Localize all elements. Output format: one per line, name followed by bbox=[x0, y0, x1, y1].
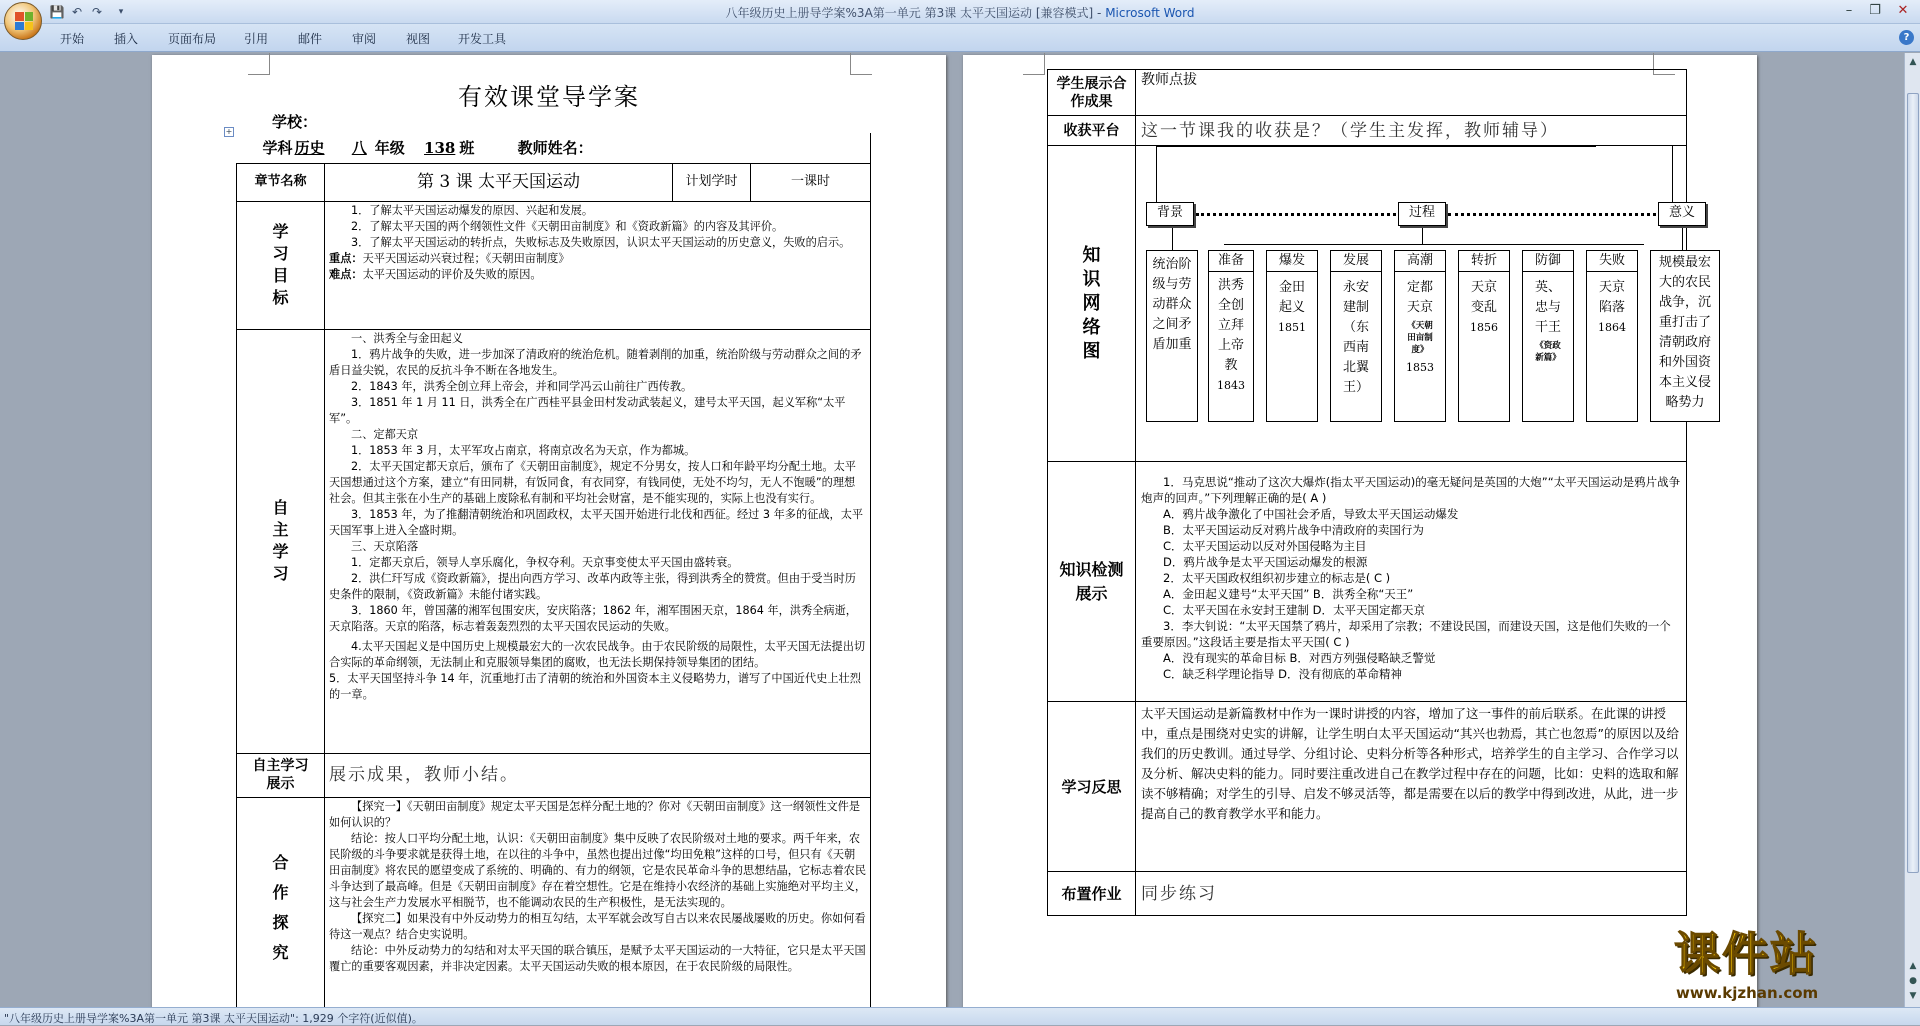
student-show-label: 学生展示合作成果 bbox=[1048, 70, 1136, 116]
stage-development: 发展 永安建制（东西南北翼王） bbox=[1330, 250, 1382, 422]
plan-hours-label: 计划学时 bbox=[673, 163, 751, 201]
stage-outbreak: 爆发 金田起义 1851 bbox=[1266, 250, 1318, 422]
reflect-label: 学习反思 bbox=[1048, 702, 1136, 872]
connector-line bbox=[1682, 228, 1683, 250]
connector-line bbox=[1172, 228, 1173, 250]
harvest-label: 收获平台 bbox=[1048, 116, 1136, 146]
office-logo-icon bbox=[15, 12, 33, 30]
redo-icon[interactable]: ↷ bbox=[91, 5, 103, 19]
restore-icon[interactable]: ❐ bbox=[1869, 3, 1881, 18]
header-row: 学科 历史 八 年级 138 班 教师姓名： bbox=[237, 133, 871, 163]
stage-failure: 失败 天京陷落 1864 bbox=[1586, 250, 1638, 422]
select-browse-object-icon[interactable]: ● bbox=[1909, 976, 1917, 986]
table-move-handle-icon[interactable]: + bbox=[225, 127, 233, 136]
lesson-plan-table bbox=[236, 133, 871, 1007]
tab-page-layout[interactable]: 页面布局 bbox=[168, 32, 217, 46]
knowledge-network bbox=[1136, 146, 1711, 462]
chapter-value: 第 3 课 太平天国运动 bbox=[325, 163, 673, 201]
tab-insert[interactable]: 插入 bbox=[114, 32, 139, 46]
connector-line bbox=[1224, 244, 1644, 245]
crop-mark bbox=[248, 53, 270, 75]
vertical-scrollbar[interactable] bbox=[1904, 53, 1920, 1007]
customize-qat-icon[interactable]: ▾ bbox=[118, 7, 124, 17]
scroll-thumb[interactable] bbox=[1907, 93, 1919, 873]
homework-label: 布置作业 bbox=[1048, 872, 1136, 916]
status-bar bbox=[0, 1007, 1920, 1025]
lesson-plan-table-continued bbox=[1047, 69, 1711, 916]
prev-page-icon[interactable]: ▲ bbox=[1909, 961, 1917, 971]
stage-background: 统治阶级与劳动群众之间矛盾加重 bbox=[1146, 250, 1198, 422]
goals-label: 学习目标 bbox=[237, 201, 325, 329]
title-bar bbox=[0, 0, 1920, 24]
stage-significance: 规模最宏大的农民战争，沉重打击了清朝政府和外国资本主义侵略势力 bbox=[1650, 250, 1720, 422]
reflect-content: 太平天国运动是新篇教材中作为一课时讲授的内容，增加了这一事件的前后联系。在此课的讲授中，重点是围绕对史实的讲解，让学生明白太平天国运动“其兴也勃焉，其亡也忽焉”的原因以及给我们的历史教训。通过导学、分组讨论、史料分析等各种形式，培养学生的自主学习、合作学习以及分析、解决史料的能力。同时要注重改进自己在教学过程中存在的问题，比如：史料的选取和解读不够精确；对学生的引导、启发不够灵活等，都是需要在以后的教学中得到改进，从此，进一步提高自己的教育教学水平和能力。 bbox=[1136, 702, 1687, 872]
undo-icon[interactable]: ↶ bbox=[71, 5, 83, 19]
tab-developer[interactable]: 开发工具 bbox=[458, 32, 507, 46]
stage-climax: 高潮 定都天京 《天朝田亩制度》 1853 bbox=[1394, 250, 1446, 422]
page-2 bbox=[963, 55, 1757, 1007]
office-button[interactable] bbox=[4, 2, 42, 40]
watermark-logo bbox=[1668, 928, 1908, 1008]
save-icon[interactable]: 💾 bbox=[49, 5, 65, 19]
ribbon-tabs bbox=[0, 24, 1920, 52]
chapter-label: 章节名称 bbox=[237, 163, 325, 201]
connector-line bbox=[1422, 228, 1423, 244]
close-icon[interactable]: ✕ bbox=[1897, 3, 1909, 18]
window-title: 八年级历史上册导学案%3A第一单元 第3课 太平天国运动 [兼容模式] - Microsoft Word bbox=[725, 6, 1195, 20]
school-label: 学校： bbox=[272, 113, 318, 131]
goals-content: 1．了解太平天国运动爆发的原因、兴起和发展。 2．了解太平天国的两个纲领性文件《天朝田亩制度》和《资政新篇》的内容及其评价。 3．了解太平天国运动的转折点，失败标志及失败原因，认识太平天国运动的历史意义，失败的启示。 重点：天平天国运动兴衰过程；《天朝田亩制度》 难点：太平天国运动的评价及失败的原因。 bbox=[325, 201, 871, 329]
network-label: 知识网络图 bbox=[1048, 146, 1136, 462]
crop-mark bbox=[850, 53, 872, 75]
page-1 bbox=[152, 55, 946, 1007]
test-content: 1．马克思说“推动了这次大爆炸(指太平天国运动)的毫无疑问是英国的大炮”“太平天国运动是鸦片战争炮声的回声。”下列理解正确的是( A ) A．鸦片战争激化了中国社会矛盾，导致太平天国运动爆发 B．太平天国运动反对鸦片战争中清政府的卖国行为 C．太平天国运动以反对外国侵略为主目 D．鸦片战争是太平天国运动爆发的根源 2．太平天国政权组织初步建立的标志是( C ) A．金田起义建号“太平天国” B．洪秀全称“天王” C．太平天国在永安封王建制 D．太平天国定都天京 3．李大钊说：“太平天国禁了鸦片，却采用了宗教；不建设民国，而建设天国，这是他们失败的一个重要原因。”这段话主要是指太平天国( C ) A．没有现实的革命目标 B．对西方列强侵略缺乏警觉 C．缺乏科学理论指导 D．没有彻底的革命精神 bbox=[1136, 462, 1687, 702]
network-head-significance: 意义 bbox=[1658, 202, 1706, 226]
crop-mark bbox=[1023, 53, 1045, 75]
help-icon[interactable]: ? bbox=[1899, 30, 1914, 45]
test-label: 知识检测展示 bbox=[1048, 462, 1136, 702]
self-study-label: 自主学习 bbox=[237, 329, 325, 753]
tab-references[interactable]: 引用 bbox=[244, 32, 269, 46]
stage-defense: 防御 英、忠与干王 《资政新篇》 bbox=[1522, 250, 1574, 422]
self-study-content: 一、洪秀全与金田起义 1．鸦片战争的失败，进一步加深了清政府的统治危机。随着剥削的加重，统治阶级与劳动群众之间的矛盾日益尖锐，农民的反抗斗争不断在各地发生。 2．1843 年，洪秀全创立拜上帝会，并和同学冯云山前往广西传教。 3．1851 年 1 月 11 日，洪秀全在广西桂平县金田村发动武装起义，建号太平天国，起义军称“太平军”。 二、定都天京 1．1853 年 3 月，太平军攻占南京，将南京改名为天京，作为都城。 2．太平天国定都天京后，颁布了《天朝田亩制度》，规定不分男女，按人口和年龄平均分配土地。太平天国想通过这个方案，建立“有田同耕，有饭同食，有衣同穿，有钱同使，无处不均匀，无人不饱暖”的理想社会。但其主张在小生产的基础上废除私有制和平均社会财富，是不能实现的，实际上也没有实行。 3．1853 年，为了推翻清朝统治和巩固政权，太平天国开始进行北伐和西征。经过 3 年多的征战，太平天国军事上进入全盛时期。 三、天京陷落 1．定都天京后，领导人享乐腐化，争权夺利。天京事变使太平天国由盛转衰。 2．洪仁玕写成《资政新篇》，提出向西方学习、改革内政等主张，得到洪秀全的赞赏。但由于受当时历史条件的限制，《资政新篇》未能付诸实践。 3．1860 年，曾国藩的湘军包围安庆，安庆陷落；1862 年，湘军围困天京，1864 年，洪秀全病逝，天京陷落。天京的陷落，标志着轰轰烈烈的太平天国农民运动的失败。 4.太平天国起义是中国历史上规模最宏大的一次农民战争。由于农民阶级的局限性，太平天国无法提出切合实际的革命纲领，无法制止和克服领导集团的腐败，也无法长期保持领导集团的团结。 5．太平天国坚持斗争 14 年，沉重地打击了清朝的统治和外国资本主义侵略势力，谱写了中国近代史上壮烈的一章。 bbox=[325, 329, 871, 753]
homework-value: 同步练习 bbox=[1136, 872, 1687, 916]
harvest-value: 这一节课我的收获是？（学生主发挥，教师辅导） bbox=[1136, 116, 1687, 146]
coop-content: 【探究一】《天朝田亩制度》规定太平天国是怎样分配土地的？你对《天朝田亩制度》这一纲领性文件是如何认识的？ 结论：按人口平均分配土地，认识：《天朝田亩制度》集中反映了农民阶级对土地的要求。两千年来，农民阶级的斗争要求就是获得土地，在以往的斗争中，虽然也提出过像“均田免粮”这样的口号，但只有《天朝田亩制度》将农民的愿望变成了系统的、明确的、有力的纲领，它是农民革命斗争的思想结晶，它标志着农民斗争达到了最高峰。但是《天朝田亩制度》存在着空想性。它是在维持小农经济的基础上实施绝对平均主义，这与社会生产力发展水平相脱节，也不能调动农民的生产积极性，是无法实现的。 【探究二】如果没有中外反动势力的相互勾结，太平军就会改写自古以来农民屡战屡败的历史。你如何看待这一观点？结合史实说明。 结论：中外反动势力的勾结和对太平天国的联合镇压，是赋予太平天国运动的一大特征，它只是太平天国覆亡的重要客观因素，并非决定因素。太平天国运动失败的根本原因，在于农民阶级的局限性。 bbox=[325, 797, 871, 1007]
network-diagram bbox=[1136, 146, 1711, 460]
connector-line bbox=[1156, 146, 1157, 202]
show-value: 展示成果，教师小结。 bbox=[325, 753, 871, 797]
dotted-connector bbox=[1448, 213, 1656, 216]
document-area bbox=[0, 53, 1904, 1007]
next-page-icon[interactable]: ▼ bbox=[1909, 991, 1917, 1001]
tab-view[interactable]: 视图 bbox=[406, 32, 431, 46]
connector-line bbox=[1156, 146, 1596, 147]
dotted-connector bbox=[1196, 213, 1396, 216]
tab-review[interactable]: 审阅 bbox=[352, 32, 377, 46]
scroll-up-icon[interactable]: ▲ bbox=[1909, 57, 1917, 67]
plan-hours-value: 一课时 bbox=[751, 163, 871, 201]
watermark-url: www.kjzhan.com bbox=[1676, 984, 1819, 1002]
show-label: 自主学习展示 bbox=[237, 753, 325, 797]
network-head-background: 背景 bbox=[1146, 202, 1194, 226]
tab-mailings[interactable]: 邮件 bbox=[298, 32, 323, 46]
minimize-icon[interactable]: – bbox=[1845, 3, 1853, 18]
network-head-process: 过程 bbox=[1398, 202, 1446, 226]
status-text: "八年级历史上册导学案%3A第一单元 第3课 太平天国运动": 1,929 个字符(近似值)。 bbox=[4, 1012, 423, 1025]
stage-preparation: 准备 洪秀全创立拜上帝教 1843 bbox=[1208, 250, 1254, 422]
stage-turning-point: 转折 天京变乱 1856 bbox=[1458, 250, 1510, 422]
tab-home[interactable]: 开始 bbox=[60, 32, 85, 46]
coop-label: 合作探究 bbox=[237, 797, 325, 1007]
student-show-value: 教师点拔 bbox=[1136, 70, 1687, 116]
document-title: 有效课堂导学案 bbox=[458, 83, 640, 111]
watermark-title: 课件站 bbox=[1674, 927, 1818, 981]
connector-line bbox=[1672, 146, 1673, 202]
